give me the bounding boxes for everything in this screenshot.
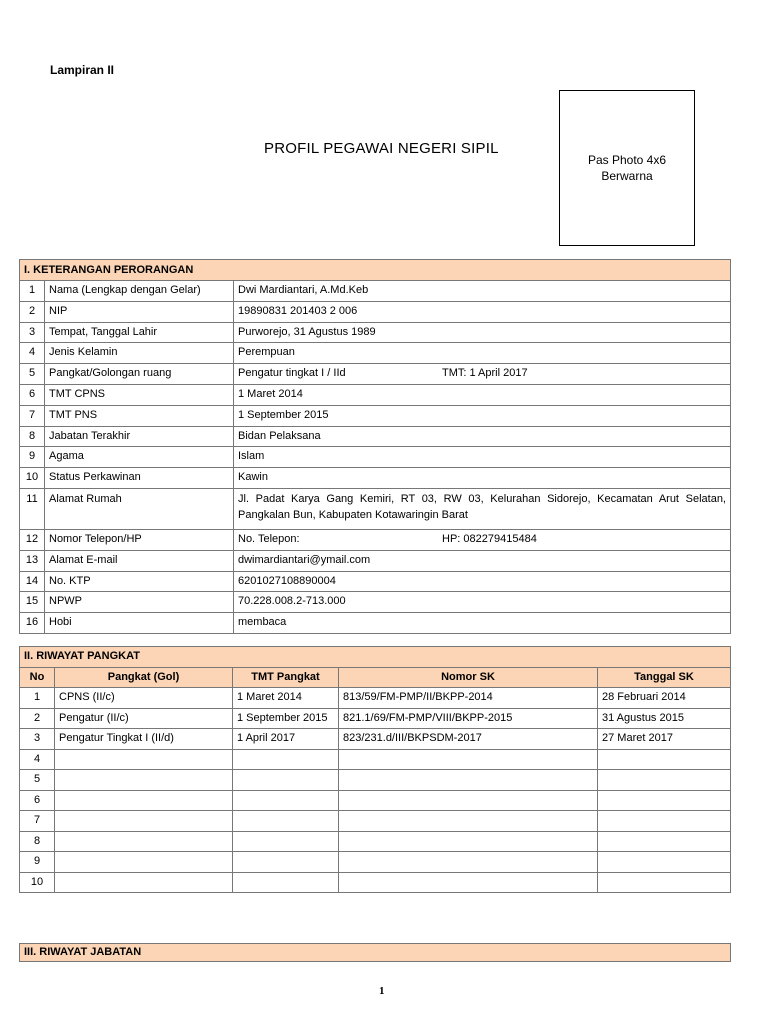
cell-tmt [233,811,339,832]
column-header-row [20,667,731,688]
table-row [20,529,731,550]
section-heading: I. KETERANGAN PERORANGAN [20,260,731,281]
table-row [20,852,731,873]
cell-tmt [233,749,339,770]
table-row [20,811,731,832]
field-value-cell [234,488,731,529]
cell-no: 5 [20,770,55,791]
cell-pangkat [55,831,233,852]
table-row [20,571,731,592]
cell-pangkat [55,790,233,811]
field-label: Jenis Kelamin [45,343,234,364]
section-heading: II. RIWAYAT PANGKAT [20,647,731,668]
cell-no: 10 [20,872,55,893]
row-number: 9 [20,447,45,468]
cell-tmt: 1 Maret 2014 [233,688,339,709]
cell-pangkat [55,770,233,791]
field-label: Alamat E-mail [45,550,234,571]
page-title: PROFIL PEGAWAI NEGERI SIPIL [264,140,499,157]
field-value: Jl. Padat Karya Gang Kemiri, RT 03, RW 03, Kelurahan Sidorejo, Kecamatan Arut Selatan, Pangkalan Bun, Kabupaten Kotawaringin Barat [238,492,726,521]
cell-sk [339,770,598,791]
cell-tanggal [598,749,731,770]
cell-tanggal [598,770,731,791]
field-value: 6201027108890004 [238,574,336,587]
field-label: Jabatan Terakhir [45,426,234,447]
field-label: Nama (Lengkap dengan Gelar) [45,281,234,302]
field-value-cell [234,343,731,364]
cell-pangkat [55,811,233,832]
field-label: No. KTP [45,571,234,592]
cell-tmt [233,831,339,852]
cell-tmt [233,770,339,791]
table-row [20,550,731,571]
field-value: membaca [238,616,287,629]
table-row [20,468,731,489]
table-row [20,447,731,468]
cell-pangkat: Pengatur Tingkat I (II/d) [55,729,233,750]
field-value-cell [234,550,731,571]
field-value-cell [234,301,731,322]
column-header: Tanggal SK [598,667,731,688]
field-value: Kawin [238,471,268,484]
section-header [20,647,731,668]
table-row [20,405,731,426]
field-extra-value: HP: 082279415484 [442,532,537,545]
cell-tanggal: 28 Februari 2014 [598,688,731,709]
row-number: 1 [20,281,45,302]
section-header [20,260,731,281]
field-label: Alamat Rumah [45,488,234,529]
field-value: Perempuan [238,346,295,359]
table-row [20,749,731,770]
field-value: Purworejo, 31 Agustus 1989 [238,325,376,338]
table-row [20,790,731,811]
row-number: 15 [20,592,45,613]
row-number: 13 [20,550,45,571]
table-row [20,729,731,750]
row-number: 8 [20,426,45,447]
cell-pangkat [55,749,233,770]
field-value: Islam [238,450,265,463]
cell-pangkat [55,872,233,893]
cell-tmt: 1 September 2015 [233,708,339,729]
row-number: 16 [20,613,45,634]
cell-tmt [233,790,339,811]
cell-sk [339,749,598,770]
cell-no: 6 [20,790,55,811]
row-number: 2 [20,301,45,322]
cell-tanggal [598,811,731,832]
row-number: 11 [20,488,45,529]
field-label: Hobi [45,613,234,634]
cell-pangkat: CPNS (II/c) [55,688,233,709]
cell-sk: 813/59/FM-PMP/II/BKPP-2014 [339,688,598,709]
field-label: TMT CPNS [45,384,234,405]
field-value: 1 Maret 2014 [238,387,303,400]
field-label: Agama [45,447,234,468]
table-row [20,488,731,529]
field-label: NPWP [45,592,234,613]
attachment-label: Lampiran II [50,63,115,77]
field-value: 70.228.008.2-713.000 [238,595,346,608]
cell-tanggal: 27 Maret 2017 [598,729,731,750]
field-value-cell [234,384,731,405]
row-number: 10 [20,468,45,489]
cell-sk [339,831,598,852]
section-heading: III. RIWAYAT JABATAN [20,944,731,962]
photo-label-line1: Pas Photo 4x6 [587,153,667,167]
cell-sk [339,811,598,832]
cell-no: 2 [20,708,55,729]
table-row [20,384,731,405]
table-row [20,281,731,302]
cell-tmt [233,852,339,873]
column-header: Nomor SK [339,667,598,688]
cell-tanggal [598,831,731,852]
cell-no: 4 [20,749,55,770]
field-value: 1 September 2015 [238,408,329,421]
cell-no: 8 [20,831,55,852]
row-number: 5 [20,364,45,385]
rank-history-table [19,646,731,893]
row-number: 6 [20,384,45,405]
field-label: Tempat, Tanggal Lahir [45,322,234,343]
position-history-table [19,943,731,962]
field-value-cell [234,468,731,489]
cell-sk [339,790,598,811]
table-row [20,770,731,791]
field-label: TMT PNS [45,405,234,426]
photo-label-line2: Berwarna [601,169,653,183]
cell-tanggal: 31 Agustus 2015 [598,708,731,729]
field-value-cell [234,426,731,447]
field-label: Status Perkawinan [45,468,234,489]
field-value-cell [234,281,731,302]
personal-info-table [19,259,731,634]
table-row [20,364,731,385]
cell-pangkat: Pengatur (II/c) [55,708,233,729]
row-number: 7 [20,405,45,426]
cell-sk [339,852,598,873]
photo-placeholder [559,90,695,246]
field-value-cell [234,529,731,550]
table-row [20,322,731,343]
table-row [20,688,731,709]
table-row [20,613,731,634]
cell-no: 9 [20,852,55,873]
field-label: Nomor Telepon/HP [45,529,234,550]
table-row [20,708,731,729]
cell-tanggal [598,852,731,873]
field-value-cell [234,364,731,385]
field-value: 19890831 201403 2 006 [238,304,358,317]
cell-sk [339,872,598,893]
row-number: 14 [20,571,45,592]
table-row [20,872,731,893]
row-number: 4 [20,343,45,364]
row-number: 3 [20,322,45,343]
field-label: NIP [45,301,234,322]
field-value-cell [234,592,731,613]
field-value: Pengatur tingkat I / IId [238,367,346,380]
table-row [20,343,731,364]
section-header [20,944,731,962]
field-value: Bidan Pelaksana [238,429,321,442]
cell-no: 1 [20,688,55,709]
cell-sk: 821.1/69/FM-PMP/VIII/BKPP-2015 [339,708,598,729]
cell-tmt: 1 April 2017 [233,729,339,750]
table-row [20,426,731,447]
field-value: dwimardiantari@ymail.com [238,553,371,566]
table-row [20,592,731,613]
table-row [20,301,731,322]
cell-no: 7 [20,811,55,832]
field-value-cell [234,405,731,426]
field-value-cell [234,613,731,634]
cell-tanggal [598,872,731,893]
field-extra-value: TMT: 1 April 2017 [442,367,528,380]
row-number: 12 [20,529,45,550]
field-value-cell [234,322,731,343]
cell-no: 3 [20,729,55,750]
cell-pangkat [55,852,233,873]
column-header: No [20,667,55,688]
column-header: TMT Pangkat [233,667,339,688]
cell-sk: 823/231.d/III/BKPSDM-2017 [339,729,598,750]
cell-tmt [233,872,339,893]
field-label: Pangkat/Golongan ruang [45,364,234,385]
field-value-cell [234,571,731,592]
field-value: No. Telepon: [238,532,300,545]
cell-tanggal [598,790,731,811]
table-row [20,831,731,852]
field-value-cell [234,447,731,468]
field-value: Dwi Mardiantari, A.Md.Keb [238,284,369,296]
column-header: Pangkat (Gol) [55,667,233,688]
page-number: 1 [379,985,385,997]
